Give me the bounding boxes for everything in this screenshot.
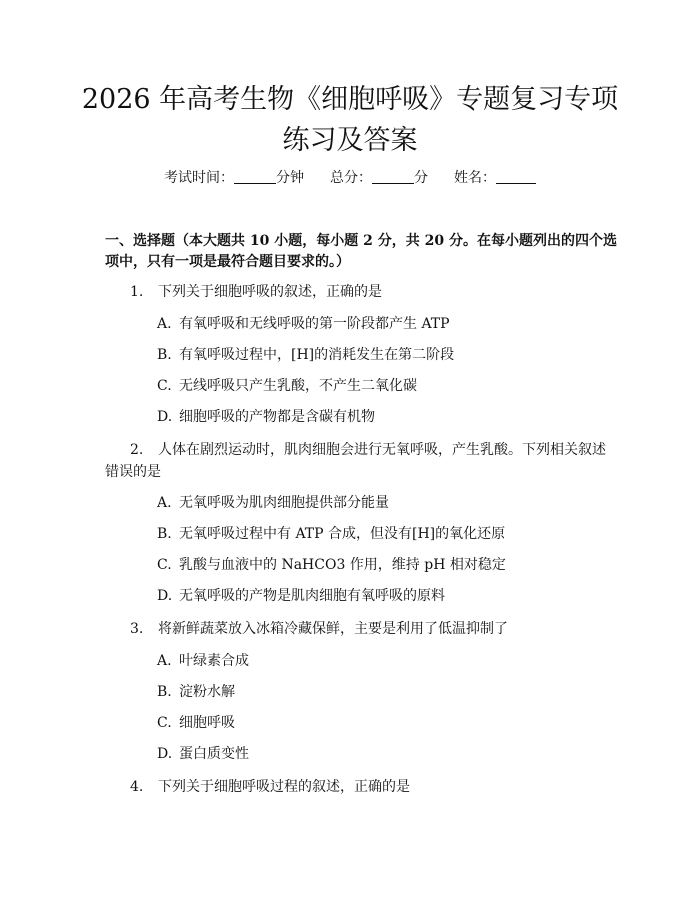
option-letter: B. bbox=[157, 526, 172, 542]
option-text: 有氧呼吸过程中，[H]的消耗发生在第二阶段 bbox=[179, 347, 455, 363]
score-label: 总分： bbox=[330, 170, 372, 186]
option-text: 细胞呼吸的产物都是含碳有机物 bbox=[179, 409, 375, 425]
question-2 bbox=[130, 440, 606, 460]
score-unit: 分 bbox=[414, 170, 428, 186]
option-text: 细胞呼吸 bbox=[179, 715, 235, 731]
option-text: 叶绿素合成 bbox=[179, 653, 249, 669]
option-letter: D. bbox=[157, 746, 173, 762]
question-1-option-d bbox=[157, 407, 375, 427]
question-2-stem-continued: 错误的是 bbox=[105, 464, 161, 480]
question-2-option-c bbox=[157, 555, 506, 575]
question-4 bbox=[130, 777, 410, 797]
question-1-option-b bbox=[157, 345, 454, 365]
option-text: 乳酸与血液中的 NaHCO3 作用，维持 pH 相对稳定 bbox=[179, 557, 506, 573]
question-1-option-c bbox=[157, 376, 417, 396]
option-text: 蛋白质变性 bbox=[179, 746, 249, 762]
option-letter: A. bbox=[157, 316, 172, 332]
option-letter: B. bbox=[157, 347, 172, 363]
option-letter: B. bbox=[157, 684, 172, 700]
question-stem: 人体在剧烈运动时，肌肉细胞会进行无氧呼吸，产生乳酸。下列相关叙述 bbox=[158, 442, 606, 458]
question-3-option-a bbox=[157, 651, 249, 671]
question-3-option-b bbox=[157, 682, 235, 702]
question-3-option-d bbox=[157, 744, 249, 764]
option-letter: D. bbox=[157, 588, 173, 604]
question-2-option-b bbox=[157, 524, 505, 544]
option-text: 无氧呼吸过程中有 ATP 合成，但没有[H]的氧化还原 bbox=[179, 526, 506, 542]
option-letter: D. bbox=[157, 409, 173, 425]
name-label: 姓名： bbox=[454, 170, 496, 186]
option-letter: A. bbox=[157, 653, 172, 669]
section-heading-line-2: 项中，只有一项是最符合题目要求的。） bbox=[105, 254, 350, 270]
question-stem: 下列关于细胞呼吸过程的叙述，正确的是 bbox=[158, 779, 410, 795]
option-text: 无氧呼吸的产物是肌肉细胞有氧呼吸的原料 bbox=[179, 588, 445, 604]
question-stem: 下列关于细胞呼吸的叙述，正确的是 bbox=[158, 284, 382, 300]
option-text: 淀粉水解 bbox=[179, 684, 235, 700]
question-3-option-c bbox=[157, 713, 235, 733]
question-1-option-a bbox=[157, 314, 450, 334]
question-number: 3. bbox=[130, 621, 144, 637]
section-heading-line-1: 一、选择题（本大题共 10 小题，每小题 2 分，共 20 分。在每小题列出的四个选 bbox=[105, 233, 617, 249]
option-text: 无线呼吸只产生乳酸，不产生二氧化碳 bbox=[179, 378, 417, 394]
time-blank bbox=[234, 169, 276, 184]
question-2-option-d bbox=[157, 586, 445, 606]
question-number: 2. bbox=[130, 442, 144, 458]
option-letter: C. bbox=[157, 715, 172, 731]
question-number: 4. bbox=[130, 779, 144, 795]
question-stem: 将新鲜蔬菜放入冰箱冷藏保鲜，主要是利用了低温抑制了 bbox=[158, 621, 508, 637]
question-2-option-a bbox=[157, 493, 389, 513]
score-blank bbox=[372, 169, 414, 184]
name-blank bbox=[496, 169, 536, 184]
option-letter: C. bbox=[157, 378, 172, 394]
question-1 bbox=[130, 282, 382, 302]
option-text: 有氧呼吸和无线呼吸的第一阶段都产生 ATP bbox=[179, 316, 450, 332]
exam-meta bbox=[0, 168, 700, 188]
option-letter: C. bbox=[157, 557, 172, 573]
time-label: 考试时间： bbox=[164, 170, 234, 186]
option-text: 无氧呼吸为肌肉细胞提供部分能量 bbox=[179, 495, 389, 511]
question-3 bbox=[130, 619, 508, 639]
question-number: 1. bbox=[130, 284, 144, 300]
document-title-line-2: 练习及答案 bbox=[282, 125, 418, 156]
option-letter: A. bbox=[157, 495, 172, 511]
document-title-line-1: 2026 年高考生物《细胞呼吸》专题复习专项 bbox=[81, 84, 619, 115]
time-unit: 分钟 bbox=[276, 170, 304, 186]
